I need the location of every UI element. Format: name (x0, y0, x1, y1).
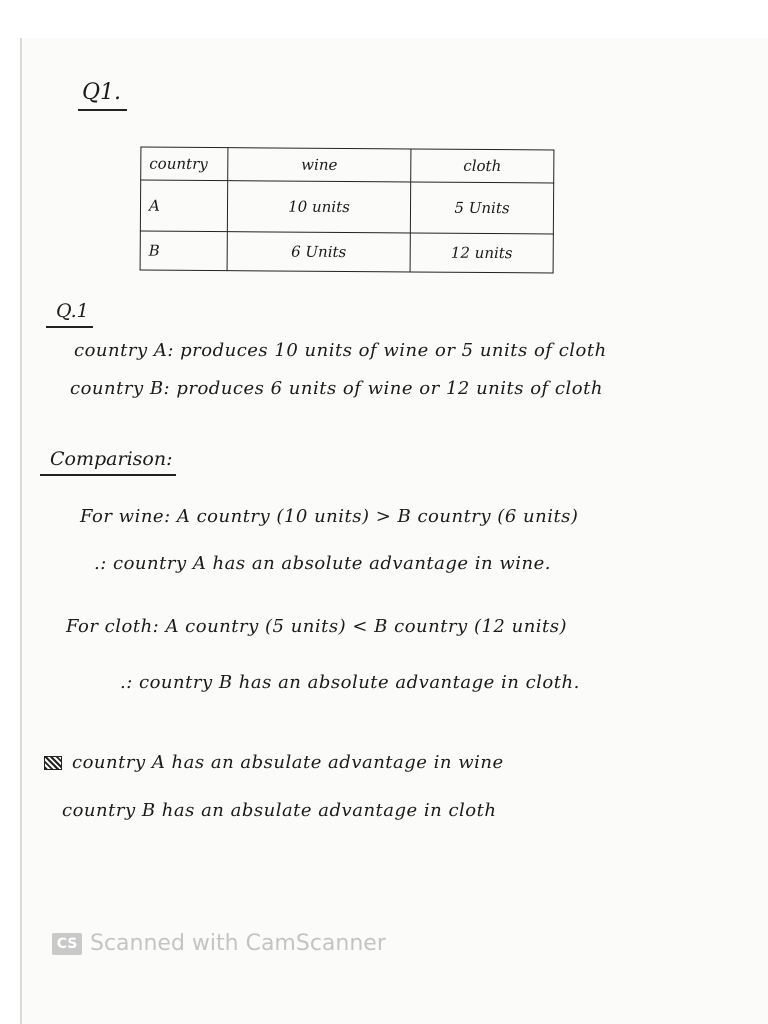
table-cell-wine-b: 6 Units (227, 232, 410, 272)
table-cell-cloth-a: 5 Units (410, 182, 553, 234)
camscanner-logo-icon: CS (52, 933, 82, 955)
scribble-mark (44, 756, 62, 770)
table-cell-country-a: A (140, 180, 227, 232)
comparison-wine: For wine: A country (10 units) > B country (6 units) (80, 506, 579, 527)
table-header-wine: wine (228, 148, 411, 182)
camscanner-text: Scanned with CamScanner (90, 931, 386, 956)
comparison-cloth: For cloth: A country (5 units) < B country (12 units) (66, 616, 568, 637)
comparison-heading: Comparison: (50, 448, 173, 470)
section-heading: Q.1 (56, 300, 89, 322)
production-table (140, 147, 555, 274)
table-row (140, 231, 553, 273)
table-cell-cloth-b: 12 units (410, 233, 553, 273)
conclusion-wine: .: country A has an absolute advantage in wine. (94, 553, 551, 574)
table-header-cloth: cloth (411, 149, 554, 183)
final-conclusion-a-text: country A has an absulate advantage in wine (72, 752, 504, 773)
final-conclusion-a (44, 752, 504, 773)
table-cell-country-b: B (140, 231, 227, 271)
final-conclusion-b: country B has an absulate advantage in cloth (62, 800, 497, 821)
conclusion-cloth: .: country B has an absolute advantage in cloth. (120, 672, 580, 693)
statement-country-a: country A: produces 10 units of wine or 5 units of cloth (74, 340, 607, 361)
table-row (140, 180, 553, 234)
question-number: Q1. (82, 80, 122, 105)
table-cell-wine-a: 10 units (227, 181, 410, 233)
scanned-page (20, 38, 768, 1024)
table-header-country: country (141, 147, 228, 181)
statement-country-b: country B: produces 6 units of wine or 12 units of cloth (70, 378, 603, 399)
table-header-row (141, 147, 554, 183)
camscanner-watermark (52, 931, 386, 956)
